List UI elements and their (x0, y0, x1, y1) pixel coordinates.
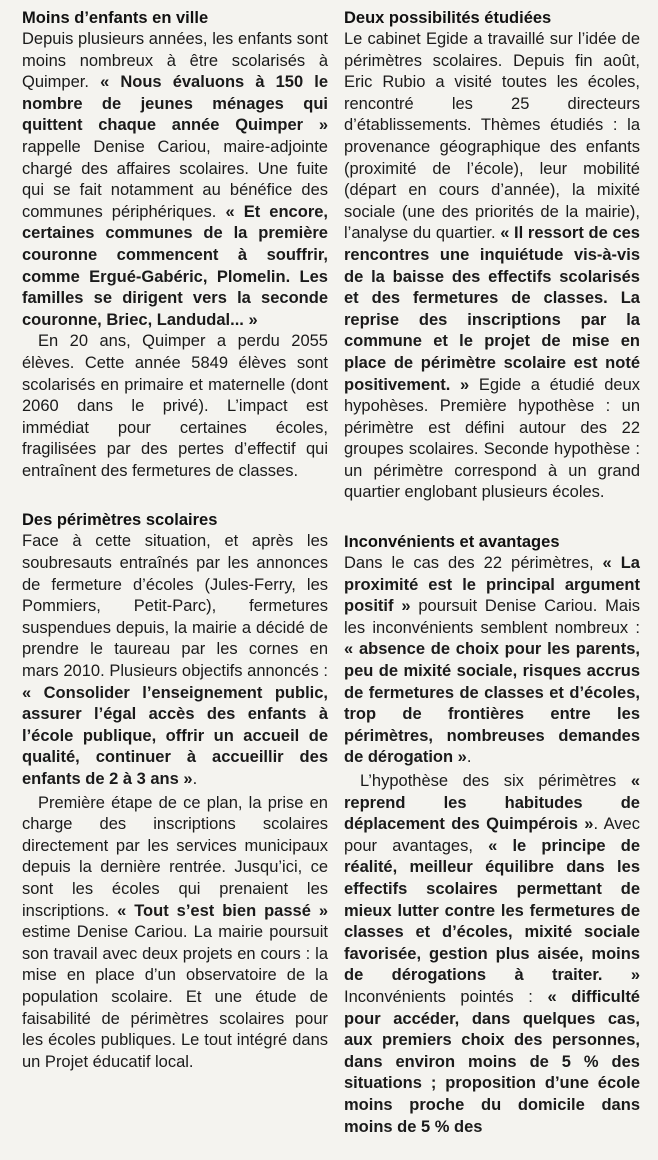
paragraph (22, 531, 328, 790)
section-heading: Des périmètres scolaires (22, 511, 218, 530)
right-column (344, 8, 640, 1138)
quote-text: « difficulté pour accéder, dans quelques cas, aux premiers choix des personnes, dans environ moins de 5 % des situations ; proposition d’une école moins proche du domicile dans moins de 5 % des (344, 987, 640, 1136)
body-text: rappelle Denise Cariou, maire-adjointe chargé des affaires scolaires. Une fuite qui se fait notamment au bénéfice des communes périphériques. (22, 137, 328, 221)
body-text: estime Denise Cariou. La mairie poursuit son travail avec deux projets en cours : la mise en place d’un observatoire de la population scolaire. Et une étude de faisabilité de périmètres scolaires pour les écoles publiques. Le tout intégré dans un Projet éducatif local. (22, 923, 328, 1071)
body-text: poursuit Denise Cariou. Mais les inconvénients semblent nombreux : (344, 597, 640, 637)
section-moins-enfants (22, 8, 328, 482)
quote-text: « Il ressort de ces rencontres une inquiétude vis-à-vis de la baisse des effectifs scolarisés et des fermetures de classes. La reprise des inscriptions par la commune et le projet de mise en place de périmètre scolaire est noté positivement. » (344, 224, 640, 394)
quote-text: « Consolider l’enseignement public, assurer l’égal accès des enfants à l’école publique, offrir un accueil de qualité, continuer à accueillir des enfants de 2 à 3 ans » (22, 683, 328, 788)
section-heading: Inconvénients et avantages (344, 533, 560, 552)
paragraph (22, 793, 328, 1074)
section-inconvenients-avantages (344, 532, 640, 1138)
body-text: Première étape de ce plan, la prise en charge des inscriptions scolaires directement par les services municipaux depuis la dernière rentrée. Jusqu’ici, ce sont les écoles qui prenaient les inscriptions. (22, 793, 328, 920)
section-perimetres-scolaires (22, 510, 328, 1073)
paragraph (22, 29, 328, 331)
quote-text: « Et encore, certaines communes de la première couronne commencent à souffrir, comme Ergué-Gabéric, Plomelin. Les familles se dirigent vers la seconde couronne, Briec, Landudal... » (22, 202, 328, 329)
quote-text: « La proximité est le principal argument positif » (344, 554, 640, 616)
body-text: Dans le cas des 22 périmètres, (344, 554, 603, 573)
paragraph (344, 29, 640, 504)
quote-text: « absence de choix pour les parents, peu de mixité sociale, risques accrus de fermetures de classes et d’écoles, trop de frontières entre les périmètres, nombreuses demandes de dérogation » (344, 640, 640, 767)
left-column (22, 8, 328, 1073)
paragraph (344, 553, 640, 769)
body-text: Inconvénients pointés : (344, 987, 548, 1006)
quote-text: « Tout s’est bien passé » (117, 901, 329, 920)
body-text: Egide a étudié deux hypohèses. Première hypothèse : un périmètre est défini autour des 22 groupes scolaires. Seconde hypothèse : un périmètre correspond à un grand quartier englobant plusieurs écoles. (344, 375, 640, 502)
quote-text: « reprend les habitudes de déplacement des Quimpérois » (344, 772, 640, 834)
quote-text: « Nous évaluons à 150 le nombre de jeunes ménages qui quittent chaque année Quimper » (22, 73, 329, 135)
section-heading: Moins d’enfants en ville (22, 9, 209, 27)
body-text: En 20 ans, Quimper a perdu 2055 élèves. Cette année 5849 élèves sont scolarisés en primaire et maternelle (dont 2060 dans le privé). L’impact est immédiat pour certaines écoles, fragilisées par des pertes d’effectif qui entraînent des fermetures de classes. (22, 332, 328, 480)
body-text: . (192, 770, 198, 788)
body-text: L’hypothèse des six périmètres (360, 772, 631, 790)
section-deux-possibilites (344, 8, 640, 504)
body-text: Le cabinet Egide a travaillé sur l’idée de périmètres scolaires. Depuis fin août, Eric Rubio a visité toutes les écoles, rencontré les 25 directeurs d’établissements. Thèmes étudiés : la provenance géographique des enfants (proximité de l’école), leur mobilité (départ en cours d’année), la mixité sociale (une des priorités de la mairie), l’analyse du quartier. (344, 30, 640, 243)
paragraph (344, 771, 640, 1138)
body-text: . Avec pour avantages, (344, 815, 640, 855)
body-text: Face à cette situation, et après les soubresauts entraînés par les annonces de fermeture d’écoles (Jules-Ferry, les Pommiers, Petit-Parc), fermetures suspendues depuis, la mairie a décidé de prendre le taureau par les cornes en mars 2010. Plusieurs objectifs annoncés : (22, 532, 328, 681)
section-heading: Deux possibilités étudiées (344, 9, 552, 27)
quote-text: « le principe de réalité, meilleur équilibre dans les effectifs scolaires permettant de mieux lutter contre les fermetures de classes et d’écoles, mixité sociale favorisée, gestion plus aisée, moins de dérogations à traiter. » (344, 836, 641, 985)
body-text: . (466, 748, 472, 767)
body-text: Depuis plusieurs années, les enfants sont moins nombreux à être scolarisés à Quimper. (22, 30, 328, 92)
paragraph (22, 331, 328, 482)
